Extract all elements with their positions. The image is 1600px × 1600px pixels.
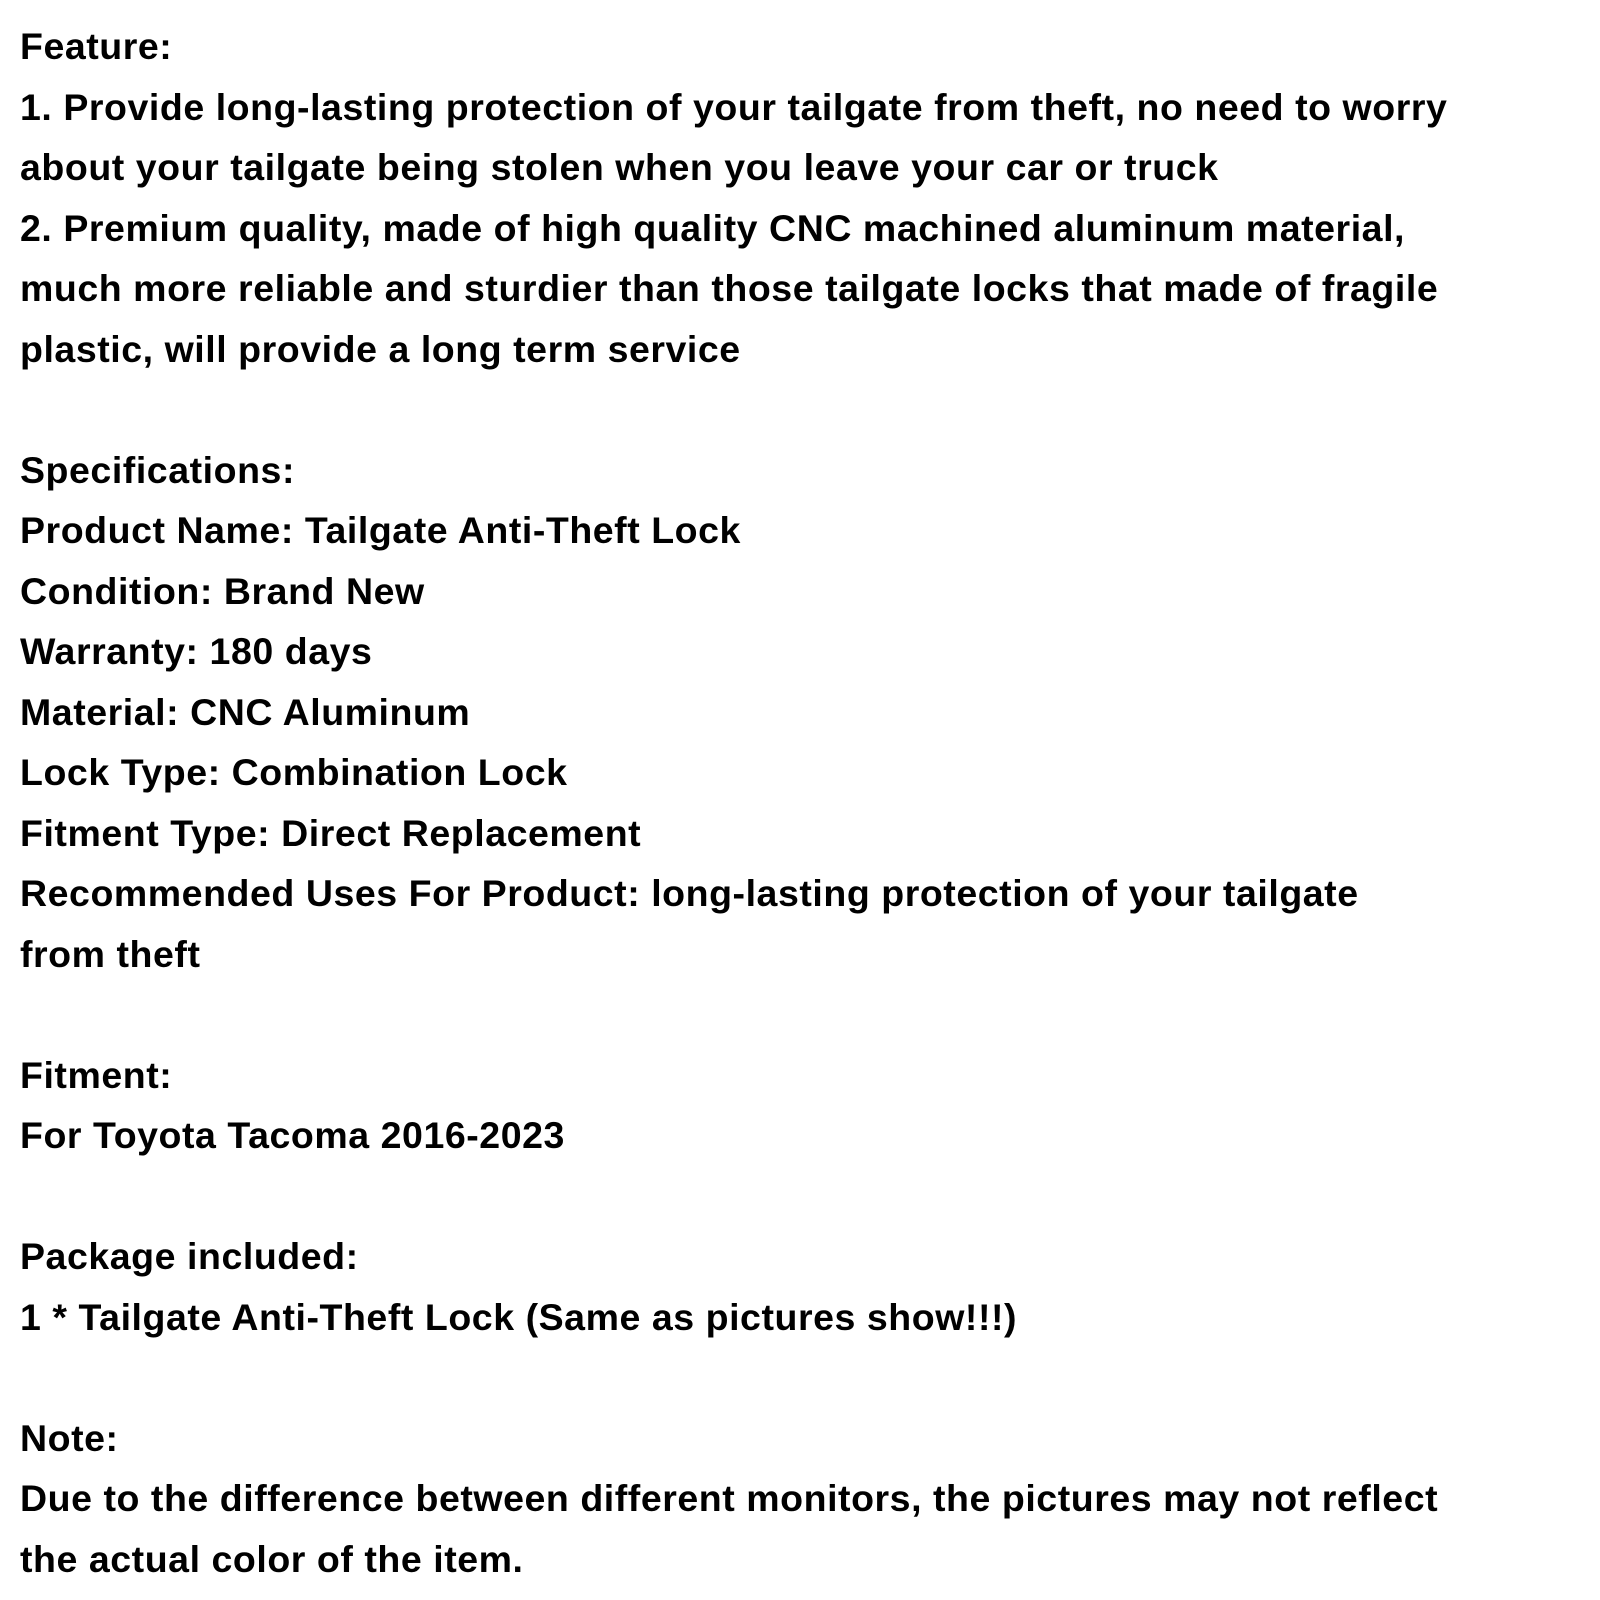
- fitment-heading: Fitment:: [20, 1053, 173, 1096]
- note-section: [20, 1408, 1580, 1590]
- spec-recommended-uses-line-1: Recommended Uses For Product: long-lasting protection of your tailgate: [20, 872, 1359, 914]
- specifications-section: [20, 440, 1580, 985]
- feature-heading: Feature:: [20, 25, 173, 67]
- fitment-vehicle: For Toyota Tacoma 2016-2023: [20, 1114, 565, 1156]
- package-heading: Package included:: [20, 1235, 359, 1277]
- spec-condition: Condition: Brand New: [20, 569, 425, 612]
- product-description: [20, 16, 1580, 1589]
- section-spacer: [20, 984, 1580, 1045]
- feature-section: [20, 16, 1580, 379]
- feature-item-2-line-1: 2. Premium quality, made of high quality CNC machined aluminum material,: [20, 206, 1406, 249]
- note-line-1: Due to the difference between different monitors, the pictures may not reflect: [20, 1477, 1439, 1519]
- note-heading: Note:: [20, 1416, 119, 1459]
- spec-product-name: Product Name: Tailgate Anti-Theft Lock: [20, 509, 741, 551]
- package-item: 1 * Tailgate Anti-Theft Lock (Same as pictures show!!!): [20, 1295, 1018, 1338]
- specifications-heading: Specifications:: [20, 448, 295, 491]
- feature-item-1-line-1: 1. Provide long-lasting protection of your tailgate from theft, no need to worry: [20, 85, 1448, 128]
- spec-fitment-type: Fitment Type: Direct Replacement: [20, 811, 642, 854]
- spec-recommended-uses-line-2: from theft: [20, 932, 201, 975]
- note-line-2: the actual color of the item.: [20, 1537, 524, 1580]
- spec-material: Material: CNC Aluminum: [20, 690, 471, 733]
- feature-item-2-line-2: much more reliable and sturdier than those tailgate locks that made of fragile: [20, 267, 1439, 309]
- spec-lock-type: Lock Type: Combination Lock: [20, 751, 568, 793]
- fitment-section: [20, 1045, 1580, 1166]
- feature-item-2-line-3: plastic, will provide a long term service: [20, 327, 741, 370]
- section-spacer: [20, 1347, 1580, 1408]
- feature-item-1-line-2: about your tailgate being stolen when you leave your car or truck: [20, 146, 1219, 188]
- section-spacer: [20, 379, 1580, 440]
- section-spacer: [20, 1166, 1580, 1227]
- package-section: [20, 1226, 1580, 1347]
- spec-warranty: Warranty: 180 days: [20, 630, 373, 672]
